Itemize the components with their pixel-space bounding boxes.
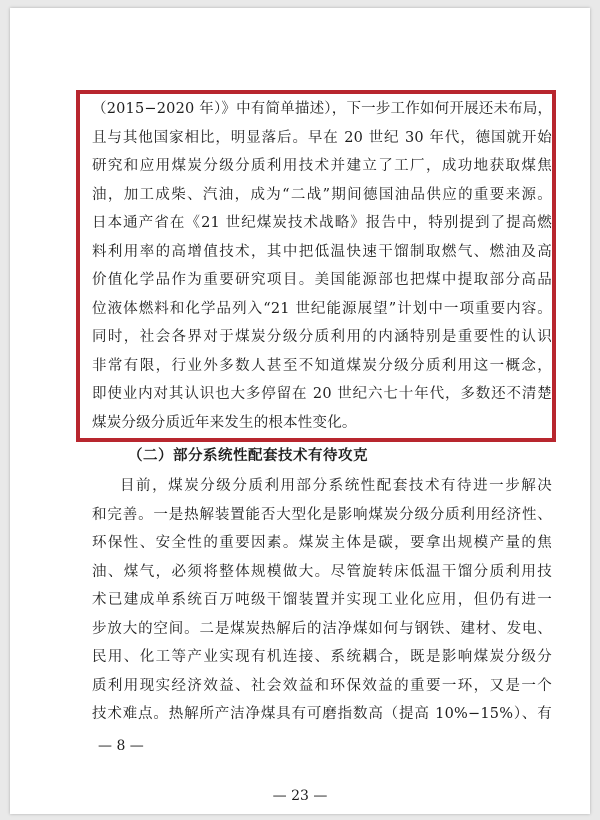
inner-page-number: — 8 —	[98, 738, 144, 754]
section-heading: （二）部分系统性配套技术有待攻克	[128, 448, 368, 464]
paragraph-line: 同时，社会各界对于煤炭分级分质利用的内涵特别是重要性的认识	[92, 329, 552, 345]
paragraph-line: 油，加工成柴、汽油，成为“二战”期间德国油品供应的重要来源。	[92, 186, 552, 203]
paragraph-line: 步放大的空间。二是煤炭热解后的洁净煤如何与钢铁、建材、发电、	[92, 620, 552, 637]
paragraph-line: 位液体燃料和化学品列入“21 世纪能源展望”计划中一项重要内容。	[92, 300, 552, 317]
paragraph-line: 目前，煤炭分级分质利用部分系统性配套技术有待进一步解决	[120, 478, 552, 494]
paragraph-line: 料利用率的高增值技术，其中把低温快速干馏制取燃气、燃油及高	[92, 243, 552, 260]
paragraph-line: 质利用现实经济效益、社会效益和环保效益的重要一环，又是一个	[92, 677, 552, 694]
paragraph-line: 煤炭分级分质近年来发生的根本性变化。	[92, 414, 357, 431]
paragraph-line: 且与其他国家相比，明显落后。早在 20 世纪 30 年代，德国就开始	[92, 129, 552, 146]
paragraph-line: 价值化学品作为重要研究项目。美国能源部也把煤中提取部分高品	[92, 272, 552, 288]
page-number: — 23 —	[272, 788, 328, 804]
paragraph-line: 术已建成单系统百万吨级干馏装置并实现工业化应用，但仍有进一	[92, 592, 552, 608]
paragraph-line: 非常有限，行业外多数人甚至不知道煤炭分级分质利用这一概念，	[92, 357, 552, 374]
paragraph-line: 环保性、安全性的重要因素。煤炭主体是碳，要拿出规模产量的焦	[92, 535, 552, 551]
highlighted-paragraph	[92, 95, 552, 437]
paragraph-line: 即使业内对其认识也大多停留在 20 世纪六七十年代，多数还不清楚	[92, 386, 552, 402]
body-paragraph	[92, 472, 552, 729]
paragraph-line: 技术难点。热解所产洁净煤具有可磨指数高（提高 10%−15%）、有	[92, 706, 552, 722]
paragraph-line: 日本通产省在《21 世纪煤炭技术战略》报告中，特别提到了提高燃	[92, 215, 552, 231]
paragraph-line: 研究和应用煤炭分级分质利用技术并建立了工厂，成功地获取煤焦	[92, 158, 552, 174]
paragraph-line: （2015−2020 年）》中有简单描述），下一步工作如何开展还未布局，	[92, 101, 553, 117]
document-page	[10, 8, 590, 814]
paragraph-line: 和完善。一是热解装置能否大型化是影响煤炭分级分质利用经济性、	[92, 506, 552, 523]
paragraph-line: 油、煤气，必须将整体规模做大。尽管旋转床低温干馏分质利用技	[92, 563, 552, 580]
paragraph-line: 民用、化工等产业实现有机连接、系统耦合，既是影响煤炭分级分	[92, 649, 552, 665]
